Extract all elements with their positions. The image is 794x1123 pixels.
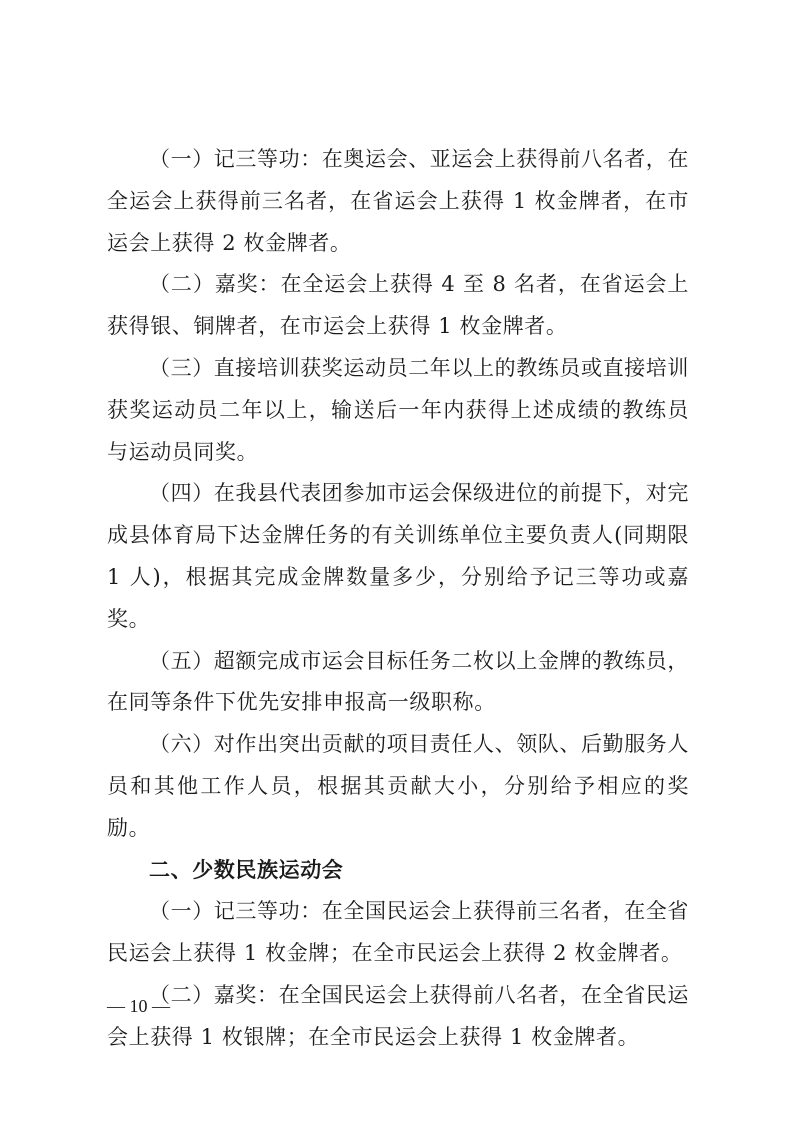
paragraph-coach-same-award: （三）直接培训获奖运动员二年以上的教练员或直接培训获奖运动员二年以上，输送后一年内获得上述成绩的教练员与运动员同奖。 <box>107 355 689 464</box>
document-body <box>107 139 689 1059</box>
page-number: — 10 — <box>107 996 170 1016</box>
paragraph-coach-title-priority: （五）超额完成市运会目标任务二枚以上金牌的教练员，在同等条件下优先安排申报高一级职称。 <box>107 648 689 715</box>
paragraph-commendation: （二）嘉奖：在全运会上获得 4 至 8 名者，在省运会上获得银、铜牌者，在市运会上获得 1 枚金牌者。 <box>107 272 689 339</box>
paragraph-unit-leader-award: （四）在我县代表团参加市运会保级进位的前提下，对完成县体育局下达金牌任务的有关训练单位主要负责人(同期限 1 人)，根据其完成金牌数量多少，分别给予记三等功或嘉奖。 <box>107 481 689 631</box>
paragraph-record-third-class-merit: （一）记三等功：在奥运会、亚运会上获得前八名者，在全运会上获得前三名者，在省运会上获得 1 枚金牌者，在市运会上获得 2 枚金牌者。 <box>107 147 689 255</box>
section-heading-ethnic-games: 二、少数民族运动会 <box>149 857 344 882</box>
paragraph-staff-reward: （六）对作出突出贡献的项目责任人、领队、后勤服务人员和其他工作人员，根据其贡献大小，分别给予相应的奖励。 <box>107 732 689 840</box>
paragraph-ethnic-commendation: （二）嘉奖：在全国民运会上获得前八名者，在全省民运会上获得 1 枚银牌；在全市民运会上获得 1 枚金牌者。 <box>107 982 689 1049</box>
paragraph-ethnic-third-class-merit: （一）记三等功：在全国民运会上获得前三名者，在全省民运会上获得 1 枚金牌；在全市民运会上获得 2 枚金牌者。 <box>107 899 689 966</box>
